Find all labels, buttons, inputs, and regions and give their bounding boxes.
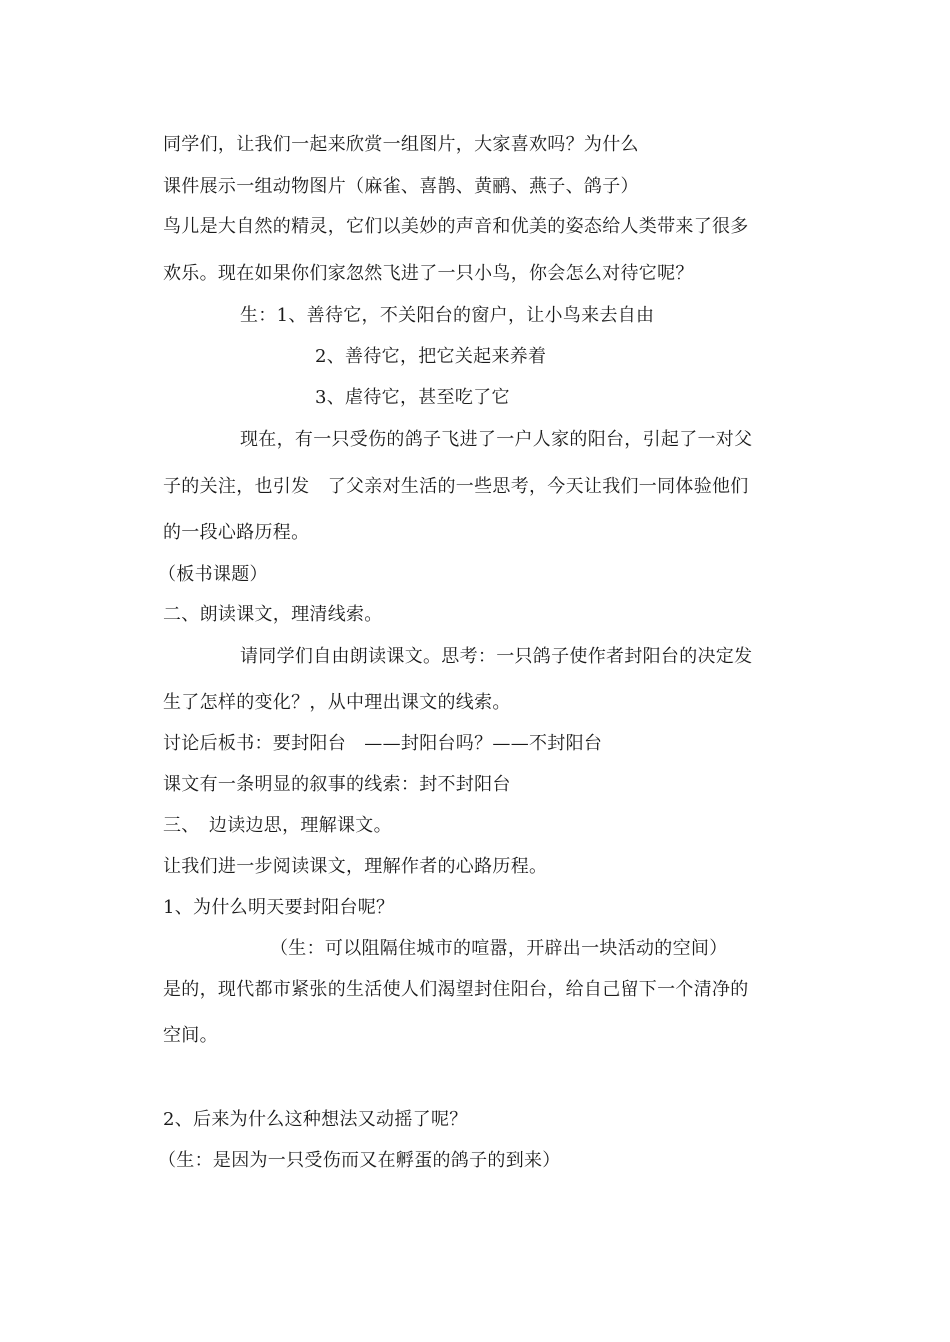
text-line: 讨论后板书：要封阳台 ——封阳台吗？——不封阳台 — [163, 733, 603, 754]
text-line: 的一段心路历程。 — [163, 522, 310, 543]
text-line: （板书课题） — [158, 564, 268, 585]
answer-line: （生：是因为一只受伤而又在孵蛋的鸽子的到来） — [158, 1150, 561, 1171]
text-line: 请同学们自由朗读课文。思考：一只鸽子使作者封阳台的决定发 — [240, 646, 753, 667]
text-line: 是的，现代都市紧张的生活使人们渴望封住阳台，给自己留下一个清净的 — [163, 979, 749, 1000]
answer-line: 2、善待它，把它关起来养着 — [315, 346, 547, 367]
text-line: 课文有一条明显的叙事的线索：封不封阳台 — [163, 774, 511, 795]
text-line: 子的关注，也引发 了父亲对生活的一些思考，今天让我们一同体验他们 — [163, 476, 749, 497]
section-heading: 二、朗读课文，理清线索。 — [163, 604, 383, 625]
question-line: 1、为什么明天要封阳台呢？ — [163, 897, 395, 918]
text-line: 生了怎样的变化？，从中理出课文的线索。 — [163, 692, 511, 713]
text-line: 空间。 — [163, 1025, 218, 1046]
answer-line: 3、虐待它，甚至吃了它 — [315, 387, 510, 408]
question-line: 2、后来为什么这种想法又动摇了呢？ — [163, 1109, 468, 1130]
text-line: 欢乐。现在如果你们家忽然飞进了一只小鸟，你会怎么对待它呢？ — [163, 263, 694, 284]
answer-line: （生：可以阻隔住城市的喧嚣，开辟出一块活动的空间） — [270, 938, 728, 959]
text-line: 让我们进一步阅读课文，理解作者的心路历程。 — [163, 856, 548, 877]
section-heading: 三、 边读边思，理解课文。 — [163, 815, 392, 836]
text-line: 鸟儿是大自然的精灵，它们以美妙的声音和优美的姿态给人类带来了很多 — [163, 216, 749, 237]
text-line: 课件展示一组动物图片（麻雀、喜鹊、黄鹂、燕子、鸽子） — [163, 176, 639, 197]
answer-line: 生：1、善待它，不关阳台的窗户，让小鸟来去自由 — [240, 305, 655, 326]
text-line: 现在，有一只受伤的鸽子飞进了一户人家的阳台，引起了一对父 — [240, 429, 753, 450]
text-line: 同学们，让我们一起来欣赏一组图片，大家喜欢吗？为什么 — [163, 134, 639, 155]
